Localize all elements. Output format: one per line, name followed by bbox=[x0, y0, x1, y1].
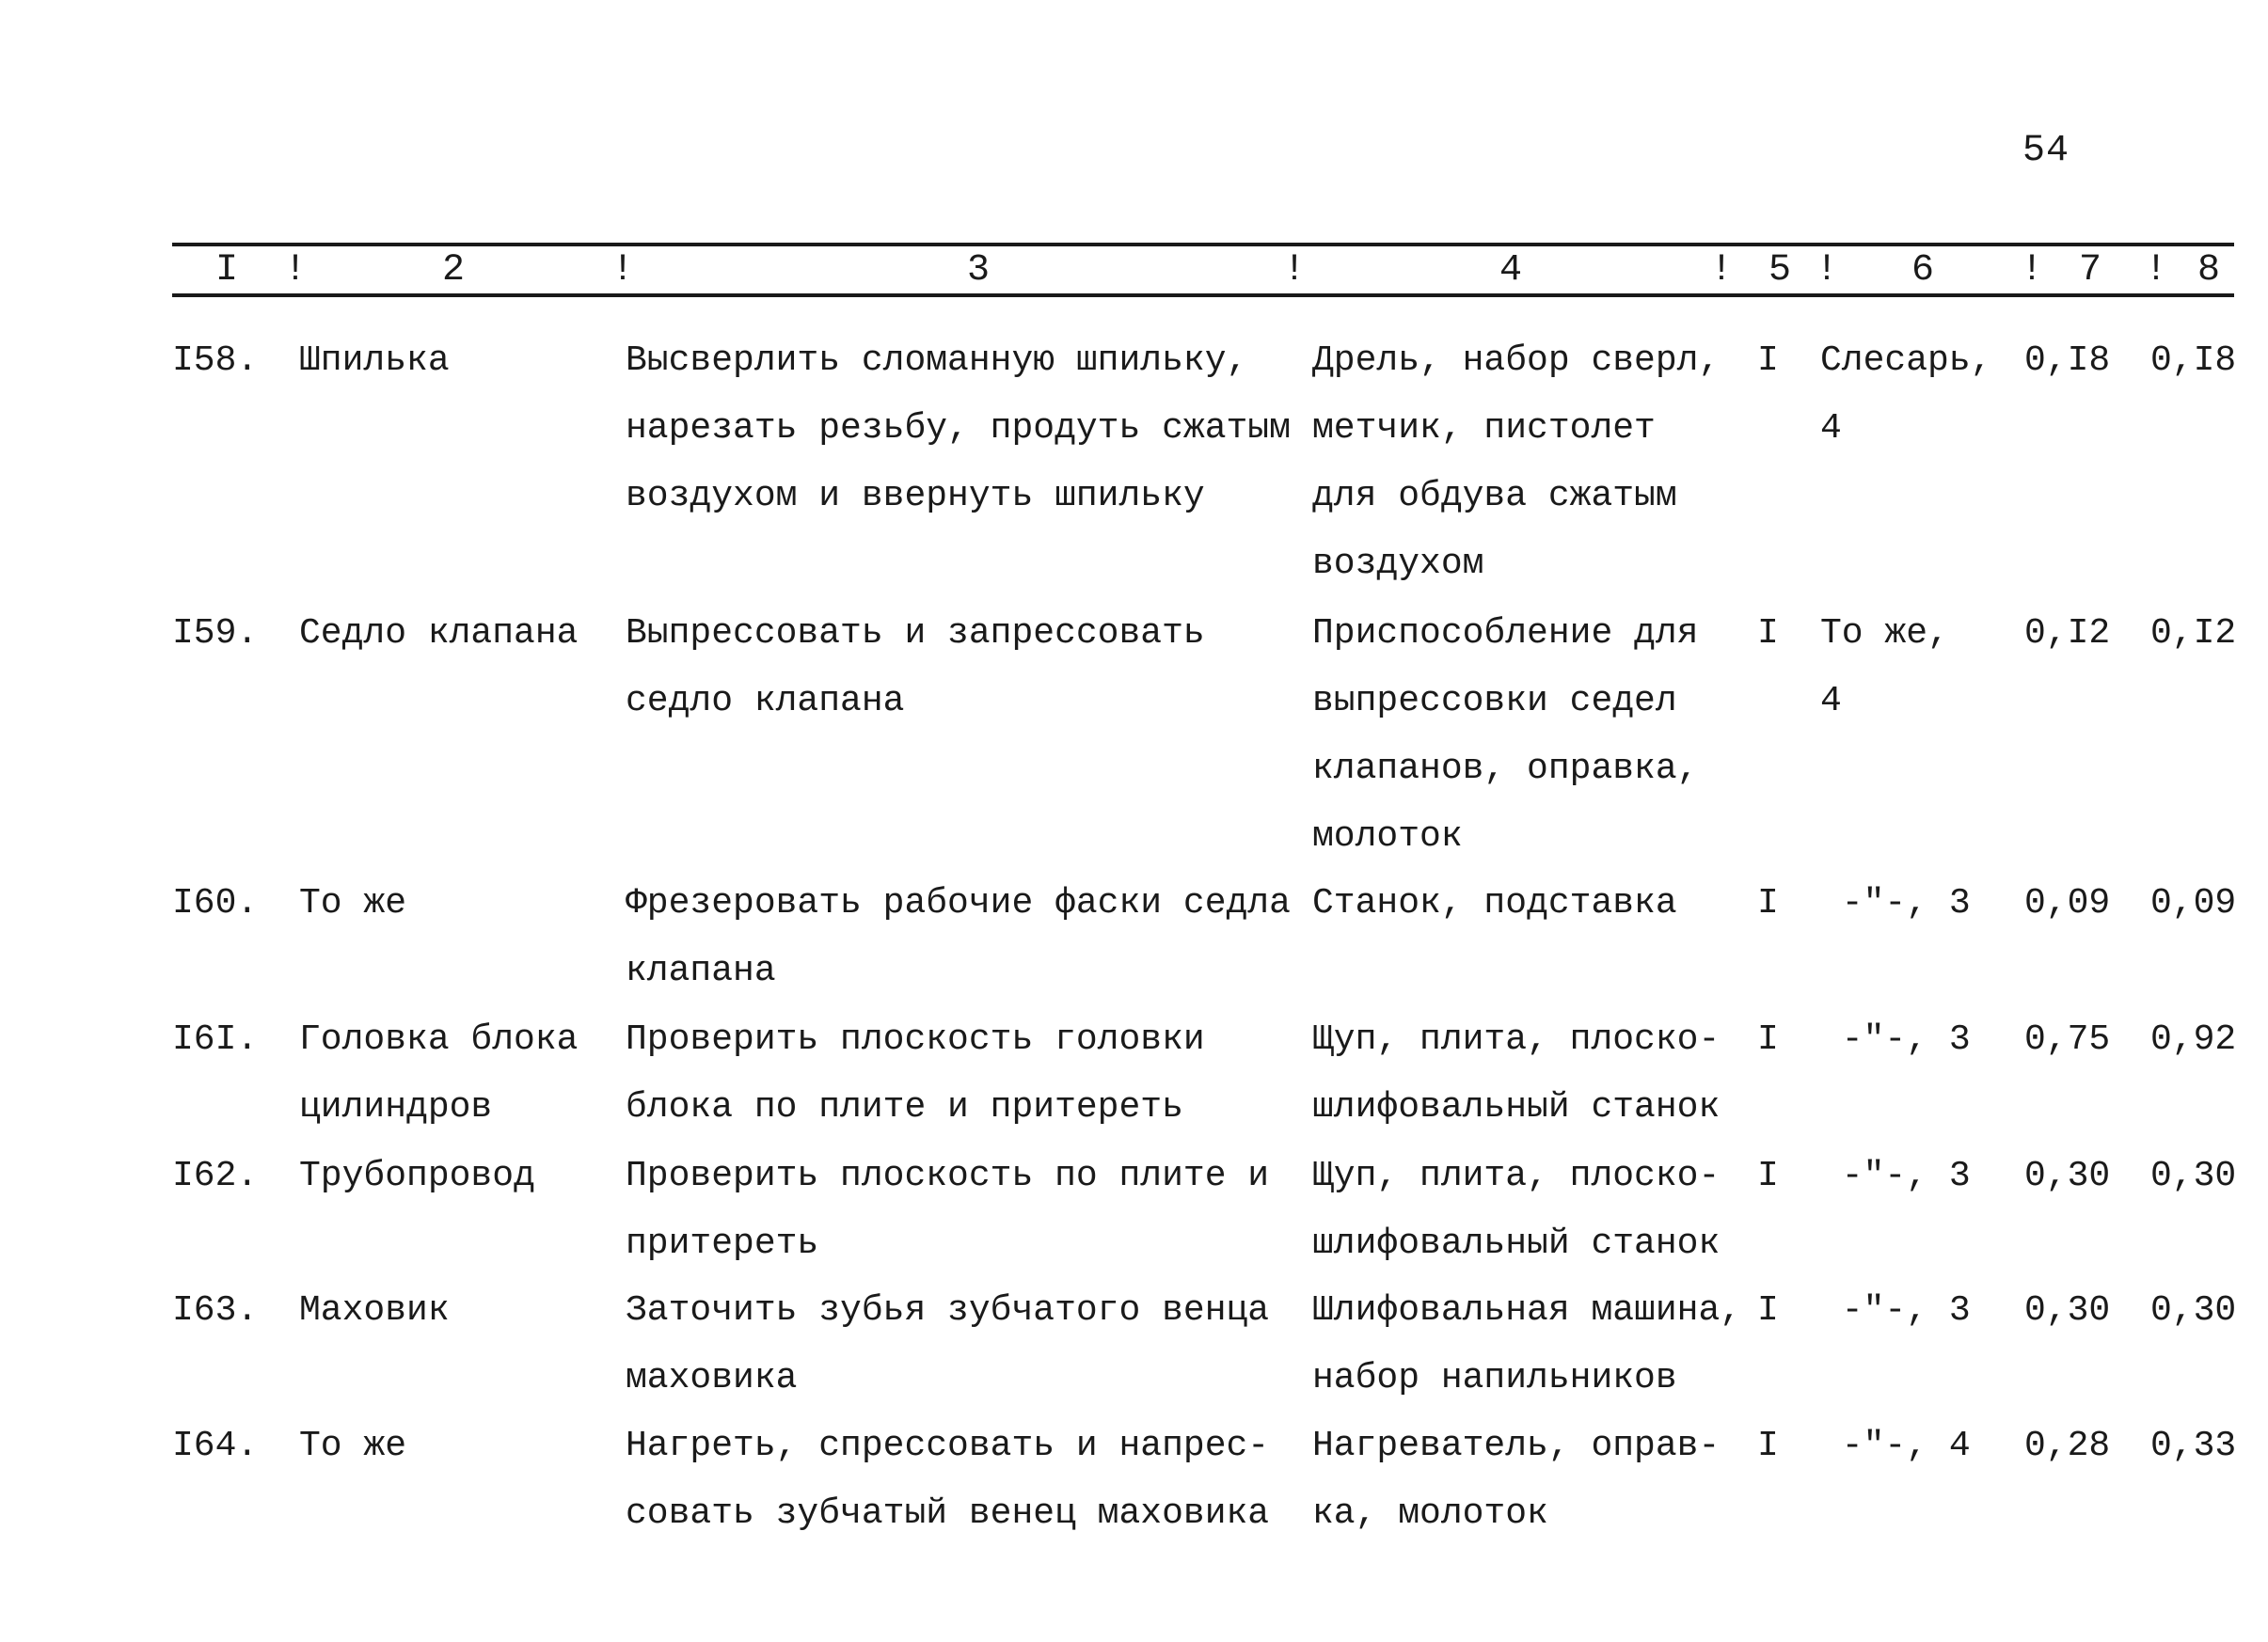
column-5-value-line: I bbox=[1757, 340, 1779, 381]
equipment-line: Нагреватель, оправ- bbox=[1312, 1426, 1721, 1466]
column-header-7: 7 bbox=[2079, 249, 2102, 292]
equipment-line: Приспособление для bbox=[1312, 613, 1699, 654]
operation-description-line: совать зубчатый венец маховика bbox=[626, 1493, 1270, 1534]
column-5-value bbox=[1757, 600, 1779, 668]
row-number bbox=[172, 1143, 258, 1210]
worker-grade-line: 4 bbox=[1820, 681, 1842, 721]
operation-description bbox=[626, 870, 1291, 1005]
norm-time-7 bbox=[2024, 1006, 2110, 1074]
row-number-line: I6I. bbox=[172, 1019, 259, 1060]
column-5-value bbox=[1757, 1006, 1779, 1074]
operation-description-line: Высверлить сломанную шпильку, bbox=[626, 340, 1248, 381]
operation-description bbox=[626, 1006, 1205, 1142]
operation-description bbox=[626, 1143, 1269, 1278]
norm-time-7-line: 0,09 bbox=[2024, 883, 2111, 924]
equipment-line: Щуп, плита, плоско- bbox=[1312, 1019, 1721, 1060]
equipment-line: Дрель, набор сверл, bbox=[1312, 340, 1721, 381]
operation-description-line: седло клапана bbox=[626, 681, 905, 721]
column-5-value bbox=[1757, 327, 1779, 395]
norm-time-7-line: 0,30 bbox=[2024, 1156, 2111, 1196]
part-name-line: Маховик bbox=[299, 1290, 450, 1331]
column-5-value-line: I bbox=[1757, 1290, 1779, 1331]
norm-time-8 bbox=[2150, 600, 2236, 668]
operation-description bbox=[626, 327, 1291, 530]
operation-description bbox=[626, 1413, 1269, 1548]
worker-grade-line: То же, bbox=[1820, 613, 1949, 654]
worker-grade bbox=[1820, 327, 1991, 463]
table-top-rule bbox=[172, 243, 2234, 246]
operation-description-line: Проверить плоскость по плите и bbox=[626, 1156, 1270, 1196]
column-header-4: 4 bbox=[1499, 249, 1523, 292]
equipment-line: Станок, подставка bbox=[1312, 883, 1677, 924]
norm-time-7 bbox=[2024, 1143, 2110, 1210]
norm-time-8-line: 0,33 bbox=[2150, 1426, 2237, 1466]
equipment-line: шлифовальный станок bbox=[1312, 1087, 1721, 1128]
row-number-line: I60. bbox=[172, 883, 259, 924]
row-number-line: I59. bbox=[172, 613, 259, 654]
operation-description-line: клапана bbox=[626, 951, 776, 991]
norm-time-7-line: 0,I2 bbox=[2024, 613, 2111, 654]
column-5-value-line: I bbox=[1757, 1019, 1779, 1060]
part-name-line: Трубопровод bbox=[299, 1156, 535, 1196]
page-number: 54 bbox=[2022, 130, 2070, 172]
norm-time-7 bbox=[2024, 870, 2110, 938]
part-name-line: Седло клапана bbox=[299, 613, 579, 654]
equipment-line: воздухом bbox=[1312, 544, 1484, 584]
operation-description-line: Фрезеровать рабочие фаски седла bbox=[626, 883, 1291, 924]
worker-grade-line: -"-, 3 bbox=[1820, 1156, 1971, 1196]
row-number-line: I58. bbox=[172, 340, 259, 381]
row-number bbox=[172, 870, 258, 938]
column-header-6: 6 bbox=[1911, 249, 1935, 292]
operation-description-line: нарезать резьбу, продуть сжатым bbox=[626, 408, 1291, 449]
column-separator: ! bbox=[284, 249, 308, 292]
worker-grade bbox=[1820, 870, 1971, 938]
part-name-line: Шпилька bbox=[299, 340, 450, 381]
operation-description bbox=[626, 600, 1205, 735]
column-5-value-line: I bbox=[1757, 613, 1779, 654]
column-header-8: 8 bbox=[2197, 249, 2221, 292]
norm-time-8-line: 0,I2 bbox=[2150, 613, 2237, 654]
column-separator: ! bbox=[2145, 249, 2168, 292]
worker-grade-line: Слесарь, bbox=[1820, 340, 1992, 381]
norm-time-7 bbox=[2024, 1277, 2110, 1345]
norm-time-7-line: 0,I8 bbox=[2024, 340, 2111, 381]
equipment bbox=[1312, 1413, 1720, 1548]
column-5-value bbox=[1757, 1143, 1779, 1210]
equipment bbox=[1312, 1277, 1741, 1413]
column-5-value-line: I bbox=[1757, 1426, 1779, 1466]
column-separator: ! bbox=[1283, 249, 1307, 292]
operation-description-line: Заточить зубья зубчатого венца bbox=[626, 1290, 1270, 1331]
table-header-rule bbox=[172, 293, 2234, 297]
equipment-line: ка, молоток bbox=[1312, 1493, 1548, 1534]
part-name bbox=[299, 870, 406, 938]
part-name-line: цилиндров bbox=[299, 1087, 493, 1128]
norm-time-8-line: 0,92 bbox=[2150, 1019, 2237, 1060]
worker-grade-line: 4 bbox=[1820, 408, 1842, 449]
worker-grade bbox=[1820, 1006, 1971, 1074]
part-name bbox=[299, 1413, 406, 1480]
operation-description-line: блока по плите и притереть bbox=[626, 1087, 1183, 1128]
column-header-1: I bbox=[215, 249, 239, 292]
operation-description-line: Выпрессовать и запрессовать bbox=[626, 613, 1205, 654]
equipment-line: метчик, пистолет bbox=[1312, 408, 1656, 449]
equipment-line: Щуп, плита, плоско- bbox=[1312, 1156, 1721, 1196]
equipment-line: шлифовальный станок bbox=[1312, 1224, 1721, 1264]
column-header-2: 2 bbox=[442, 249, 466, 292]
column-5-value-line: I bbox=[1757, 883, 1779, 924]
row-number bbox=[172, 1277, 258, 1345]
column-5-value bbox=[1757, 870, 1779, 938]
operation-description-line: маховика bbox=[626, 1358, 798, 1398]
part-name bbox=[299, 1006, 578, 1142]
norm-time-7-line: 0,30 bbox=[2024, 1290, 2111, 1331]
part-name bbox=[299, 1143, 535, 1210]
equipment bbox=[1312, 600, 1698, 871]
column-header-3: 3 bbox=[967, 249, 991, 292]
norm-time-8-line: 0,I8 bbox=[2150, 340, 2237, 381]
row-number-line: I63. bbox=[172, 1290, 259, 1331]
equipment-line: клапанов, оправка, bbox=[1312, 749, 1699, 789]
equipment-line: молоток bbox=[1312, 816, 1463, 857]
part-name bbox=[299, 600, 578, 668]
row-number-line: I64. bbox=[172, 1426, 259, 1466]
norm-time-8 bbox=[2150, 870, 2236, 938]
equipment bbox=[1312, 327, 1720, 598]
operation-description-line: воздухом и ввернуть шпильку bbox=[626, 476, 1205, 516]
column-5-value bbox=[1757, 1277, 1779, 1345]
equipment-line: набор напильников bbox=[1312, 1358, 1677, 1398]
worker-grade-line: -"-, 4 bbox=[1820, 1426, 1971, 1466]
part-name-line: То же bbox=[299, 1426, 407, 1466]
column-header-5: 5 bbox=[1768, 249, 1792, 292]
worker-grade bbox=[1820, 1277, 1971, 1345]
worker-grade-line: -"-, 3 bbox=[1820, 1019, 1971, 1060]
column-separator: ! bbox=[611, 249, 635, 292]
column-separator: ! bbox=[2021, 249, 2044, 292]
norm-time-8 bbox=[2150, 1413, 2236, 1480]
worker-grade-line: -"-, 3 bbox=[1820, 1290, 1971, 1331]
row-number-line: I62. bbox=[172, 1156, 259, 1196]
column-5-value bbox=[1757, 1413, 1779, 1480]
column-separator: ! bbox=[1710, 249, 1734, 292]
norm-time-8 bbox=[2150, 1006, 2236, 1074]
norm-time-8 bbox=[2150, 1277, 2236, 1345]
norm-time-8-line: 0,30 bbox=[2150, 1156, 2237, 1196]
column-separator: ! bbox=[1816, 249, 1839, 292]
norm-time-8 bbox=[2150, 327, 2236, 395]
norm-time-8 bbox=[2150, 1143, 2236, 1210]
equipment-line: выпрессовки седел bbox=[1312, 681, 1677, 721]
worker-grade-line: -"-, 3 bbox=[1820, 883, 1971, 924]
equipment bbox=[1312, 870, 1677, 938]
operation-description-line: Нагреть, спрессовать и напрес- bbox=[626, 1426, 1270, 1466]
part-name-line: Головка блока bbox=[299, 1019, 579, 1060]
norm-time-7-line: 0,75 bbox=[2024, 1019, 2111, 1060]
worker-grade bbox=[1820, 1143, 1971, 1210]
row-number bbox=[172, 327, 258, 395]
equipment-line: Шлифовальная машина, bbox=[1312, 1290, 1742, 1331]
norm-time-7 bbox=[2024, 600, 2110, 668]
norm-time-7-line: 0,28 bbox=[2024, 1426, 2111, 1466]
row-number bbox=[172, 1413, 258, 1480]
column-5-value-line: I bbox=[1757, 1156, 1779, 1196]
row-number bbox=[172, 600, 258, 668]
norm-time-7 bbox=[2024, 1413, 2110, 1480]
part-name-line: То же bbox=[299, 883, 407, 924]
row-number bbox=[172, 1006, 258, 1074]
equipment bbox=[1312, 1143, 1720, 1278]
worker-grade bbox=[1820, 1413, 1971, 1480]
norm-time-7 bbox=[2024, 327, 2110, 395]
worker-grade bbox=[1820, 600, 1949, 735]
norm-time-8-line: 0,09 bbox=[2150, 883, 2237, 924]
part-name bbox=[299, 1277, 450, 1345]
equipment bbox=[1312, 1006, 1720, 1142]
norm-time-8-line: 0,30 bbox=[2150, 1290, 2237, 1331]
part-name bbox=[299, 327, 450, 395]
operation-description bbox=[626, 1277, 1269, 1413]
operation-description-line: притереть bbox=[626, 1224, 819, 1264]
equipment-line: для обдува сжатым bbox=[1312, 476, 1677, 516]
operation-description-line: Проверить плоскость головки bbox=[626, 1019, 1205, 1060]
